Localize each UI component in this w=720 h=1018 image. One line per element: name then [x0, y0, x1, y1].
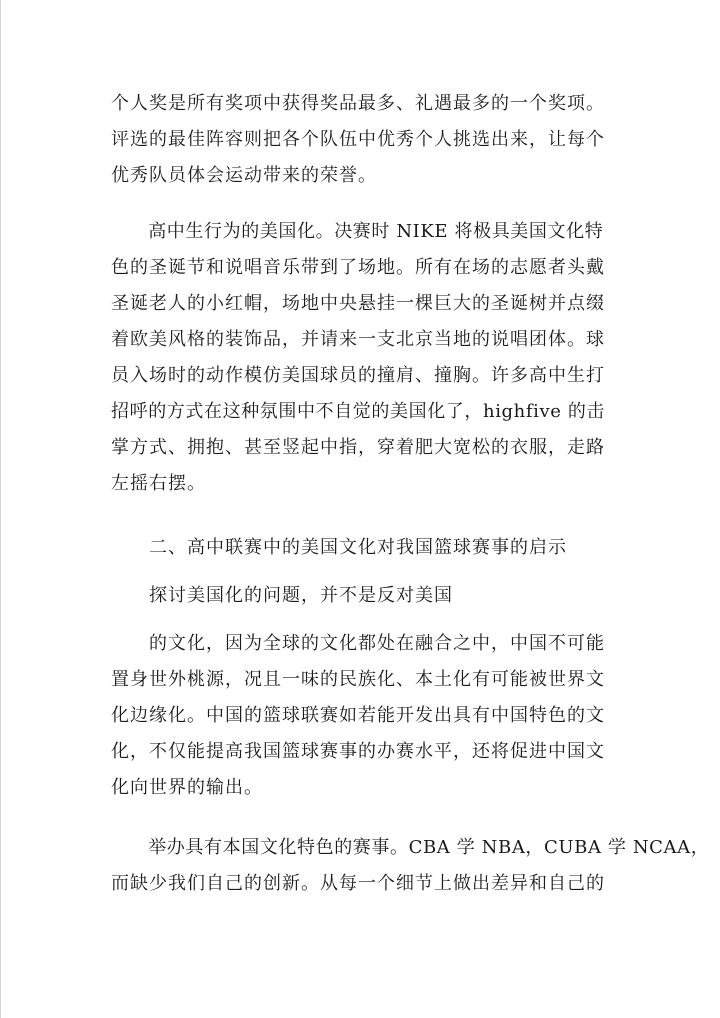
text-line: 圣诞老人的小红帽，场地中央悬挂一棵巨大的圣诞树并点缀	[111, 293, 605, 314]
text-line: 色的圣诞节和说唱音乐带到了场地。所有在场的志愿者头戴	[111, 257, 605, 278]
paragraph-americanization-behavior	[111, 214, 605, 502]
text-line: 掌方式、拥抱、甚至竖起中指，穿着肥大宽松的衣服，走路	[111, 437, 605, 458]
paragraph-national-characteristics	[111, 830, 709, 902]
text-line: 举办具有本国文化特色的赛事。CBA 学 NBA，CUBA 学 NCAA，	[111, 837, 710, 858]
text-line: 员入场时的动作模仿美国球员的撞肩、撞胸。许多高中生打	[111, 365, 605, 386]
text-line: 个人奖是所有奖项中获得奖品最多、礼遇最多的一个奖项。	[111, 93, 605, 114]
paragraph-global-culture	[111, 626, 605, 806]
page-edge-line	[0, 0, 1, 1018]
text-line: 而缺少我们自己的创新。从每一个细节上做出差异和自己的	[111, 873, 605, 894]
text-line: 化向世界的输出。	[111, 777, 263, 798]
heading-line: 二、高中联赛中的美国文化对我国篮球赛事的启示	[111, 537, 567, 558]
text-line: 左摇右摆。	[111, 473, 206, 494]
text-line: 置身世外桃源，况且一味的民族化、本土化有可能被世界文	[111, 669, 605, 690]
text-line: 评选的最佳阵容则把各个队伍中优秀个人挑选出来，让每个	[111, 129, 605, 150]
text-line: 探讨美国化的问题，并不是反对美国	[111, 585, 453, 606]
text-line: 化，不仅能提高我国篮球赛事的办赛水平，还将促进中国文	[111, 741, 605, 762]
text-line: 招呼的方式在这种氛围中不自觉的美国化了，highfive 的击	[111, 401, 606, 422]
paragraph-individual-award	[111, 86, 605, 194]
paragraph-discussion-intro	[111, 578, 453, 614]
text-line: 着欧美风格的装饰品，并请来一支北京当地的说唱团体。球	[111, 329, 605, 350]
text-line: 优秀队员体会运动带来的荣誉。	[111, 165, 377, 186]
section-heading	[111, 530, 567, 566]
text-line: 的文化，因为全球的文化都处在融合之中，中国不可能	[111, 633, 605, 654]
text-line: 化边缘化。中国的篮球联赛如若能开发出具有中国特色的文	[111, 705, 605, 726]
text-line: 高中生行为的美国化。决赛时 NIKE 将极具美国文化特	[111, 221, 604, 242]
